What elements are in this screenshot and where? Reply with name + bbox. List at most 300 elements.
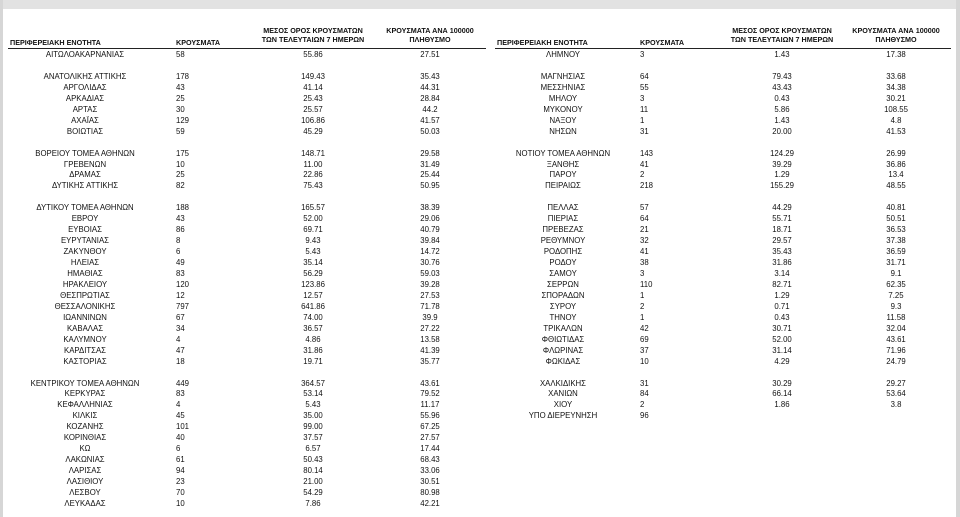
right-cell-per: 53.64 [886,389,906,399]
right-table-row [0,302,960,312]
left-cell-cases: 40 [176,433,185,443]
right-cell-region: ΜΑΓΝΗΣΙΑΣ [540,71,586,81]
right-cell-per: 71.96 [886,345,906,355]
left-cell-cases: 12 [176,290,185,300]
left-cell-region: ΘΕΣΣΑΛΟΝΙΚΗΣ [54,301,116,311]
left-cell-cases: 43 [176,82,185,92]
right-cell-cases: 2 [640,301,645,311]
left-cell-per: 59.03 [420,269,440,278]
right-cell-per: 4.8 [890,115,902,125]
left-cell-cases: 82 [176,181,185,191]
right-cell-cases: 55 [640,82,649,92]
left-header-rule [8,48,486,49]
left-cell-avg: 12.57 [303,290,323,300]
right-table-row [0,149,960,159]
right-cell-avg: 1.86 [774,400,790,410]
right-cell-avg: 30.71 [772,323,792,333]
right-cell-region: ΤΡΙΚΑΛΩΝ [543,323,583,333]
left-cell-region: ΑΡΤΑΣ [72,104,98,114]
right-cell-cases: 2 [640,400,645,410]
right-table-row [0,160,960,170]
right-header-region: ΠΕΡΙΦΕΡΕΙΑΚΗ ΕΝΟΤΗΤΑ [497,38,588,47]
right-cell-region: ΡΟΔΟΠΗΣ [543,247,583,257]
right-cell-region: ΣΕΡΡΩΝ [547,279,579,289]
right-cell-region: ΣΑΜΟΥ [549,269,577,278]
left-cell-avg: 148.71 [301,148,325,158]
left-cell-avg: 56.29 [303,269,323,278]
right-table-row [0,258,960,268]
left-table-row [0,444,960,454]
left-cell-cases: 34 [176,323,185,333]
left-cell-per: 31.49 [420,159,440,169]
right-cell-cases: 21 [640,225,649,235]
left-cell-cases: 797 [176,301,190,311]
right-cell-cases: 1 [640,290,645,300]
left-cell-cases: 86 [176,225,185,235]
left-cell-region: ΚΑΒΑΛΑΣ [66,323,104,333]
left-header-region: ΠΕΡΙΦΕΡΕΙΑΚΗ ΕΝΟΤΗΤΑ [10,38,101,47]
left-cell-avg: 5.43 [305,247,321,257]
right-header-avg [724,26,840,44]
right-cell-avg: 1.29 [774,170,790,180]
left-header-per [375,26,485,44]
left-cell-cases: 67 [176,312,185,322]
right-cell-per: 62.35 [886,279,906,289]
right-cell-per: 41.53 [886,126,906,136]
left-header-per-line2: ΠΛΗΘΥΣΜΟ [409,35,451,44]
left-cell-avg: 31.86 [303,345,323,355]
left-table-row [0,466,960,476]
left-cell-per: 30.51 [420,477,440,487]
right-cell-per: 3.8 [890,400,902,410]
left-cell-region: ΚΕΦΑΛΛΗΝΙΑΣ [57,400,113,410]
right-header-per-line2: ΠΛΗΘΥΣΜΟ [875,35,917,44]
right-cell-per: 32.04 [886,323,906,333]
right-table-row [0,181,960,191]
left-cell-avg: 35.00 [303,411,323,421]
right-cell-avg: 29.57 [772,236,792,246]
right-table-row [0,411,960,421]
right-cell-cases: 96 [640,411,649,421]
right-cell-avg: 5.86 [774,104,790,114]
right-cell-cases: 41 [640,247,649,257]
right-table-row [0,400,960,410]
left-cell-cases: 25 [176,170,185,180]
right-table-row [0,72,960,82]
left-cell-cases: 70 [176,488,185,497]
left-cell-per: 68.43 [420,455,440,465]
left-cell-avg: 165.57 [301,203,325,213]
left-cell-per: 38.39 [420,203,440,213]
left-header-cases: ΚΡΟΥΣΜΑΤΑ [176,38,221,47]
left-cell-avg: 41.14 [303,82,323,92]
right-cell-region: ΝΟΤΙΟΥ ΤΟΜΕΑ ΑΘΗΝΩΝ [515,148,611,158]
left-cell-region: ΛΕΣΒΟΥ [69,488,101,497]
left-cell-cases: 49 [176,258,185,268]
right-cell-per: 33.68 [886,71,906,81]
right-cell-cases: 41 [640,159,649,169]
right-cell-cases: 37 [640,345,649,355]
right-cell-cases: 110 [640,279,653,289]
right-cell-avg: 1.43 [774,50,790,59]
left-header-per-line1: ΚΡΟΥΣΜΑΤΑ ΑΝΑ 100000 [386,26,474,35]
left-cell-region: ΙΩΑΝΝΙΝΩΝ [63,312,107,322]
left-cell-region: ΕΥΒΟΙΑΣ [68,225,102,235]
right-table-row [0,324,960,334]
right-cell-avg: 18.71 [772,225,792,235]
left-cell-cases: 178 [176,71,190,81]
right-cell-cases: 143 [640,148,654,158]
left-cell-region: ΚΕΡΚΥΡΑΣ [64,389,106,399]
left-cell-per: 35.43 [420,71,440,81]
left-cell-per: 13.58 [420,334,440,344]
right-cell-per: 36.86 [886,159,906,169]
left-cell-per: 27.53 [420,290,440,300]
right-cell-region: ΦΘΙΩΤΙΔΑΣ [541,334,585,344]
left-cell-cases: 61 [176,455,185,465]
right-cell-cases: 42 [640,323,649,333]
right-cell-region: ΧΙΟΥ [553,400,573,410]
left-cell-region: ΛΑΣΙΘΙΟΥ [66,477,104,487]
left-header-avg [254,26,372,44]
left-cell-per: 41.39 [420,345,440,355]
right-cell-avg: 66.14 [772,389,792,399]
left-cell-cases: 18 [176,356,185,366]
left-cell-cases: 10 [176,159,185,169]
right-cell-cases: 10 [640,356,649,366]
right-cell-avg: 79.43 [772,71,792,81]
left-cell-per: 39.9 [422,312,438,322]
right-cell-region: ΡΕΘΥΜΝΟΥ [540,236,586,246]
left-cell-per: 33.06 [420,466,440,476]
left-cell-avg: 123.86 [301,279,325,289]
right-cell-cases: 11 [640,104,649,114]
left-cell-per: 30.76 [420,258,440,268]
left-cell-region: ΑΧΑΪΑΣ [71,115,99,125]
right-table-row [0,357,960,367]
left-cell-avg: 149.43 [301,71,325,81]
right-table-row [0,203,960,213]
right-table-row [0,247,960,257]
right-cell-per: 34.38 [886,82,906,92]
left-cell-region: ΑΝΑΤΟΛΙΚΗΣ ΑΤΤΙΚΗΣ [43,71,127,81]
left-cell-per: 11.17 [420,400,440,410]
left-cell-cases: 129 [176,115,190,125]
left-cell-region: ΑΡΚΑΔΙΑΣ [65,93,105,103]
right-table-row [0,225,960,235]
right-header-cases: ΚΡΟΥΣΜΑΤΑ [640,38,685,47]
left-cell-cases: 23 [176,477,185,487]
left-cell-region: ΕΒΡΟΥ [71,214,99,224]
right-cell-avg: 1.29 [774,290,790,300]
left-cell-avg: 22.86 [303,170,323,180]
left-cell-avg: 75.43 [303,181,323,191]
right-cell-per: 13.4 [888,170,904,180]
right-cell-per: 24.79 [886,356,906,366]
right-cell-per: 31.71 [886,258,906,268]
left-cell-region: ΒΟΙΩΤΙΑΣ [66,126,104,136]
left-cell-avg: 50.43 [303,455,323,465]
left-cell-avg: 7.86 [305,498,321,508]
left-cell-avg: 19.71 [303,356,323,366]
left-cell-cases: 58 [176,50,185,59]
left-cell-cases: 175 [176,148,190,158]
left-cell-avg: 74.00 [303,312,323,322]
right-cell-region: ΠΙΕΡΙΑΣ [547,214,579,224]
right-cell-avg: 155.29 [770,181,794,191]
left-table-row [0,455,960,465]
left-cell-per: 42.21 [420,498,440,508]
right-cell-avg: 39.29 [772,159,792,169]
right-cell-avg: 124.29 [770,148,794,158]
left-table-row [0,433,960,443]
right-cell-per: 43.61 [886,334,906,344]
right-cell-per: 50.51 [886,214,906,224]
left-cell-region: ΚΩ [79,444,91,454]
left-cell-region: ΗΛΕΙΑΣ [70,258,100,268]
left-cell-avg: 25.43 [303,93,323,103]
right-header-rule [495,48,951,49]
right-header-per-line1: ΚΡΟΥΣΜΑΤΑ ΑΝΑ 100000 [852,26,940,35]
left-cell-per: 44.31 [420,82,440,92]
left-cell-cases: 25 [176,93,185,103]
right-table-row [0,116,960,126]
left-cell-per: 43.61 [420,378,440,388]
left-cell-region: ΛΑΡΙΣΑΣ [68,466,102,476]
left-cell-region: ΚΙΛΚΙΣ [72,411,98,421]
left-cell-avg: 106.86 [301,115,325,125]
right-cell-avg: 0.43 [774,312,790,322]
left-cell-region: ΚΑΡΔΙΤΣΑΣ [64,345,106,355]
left-cell-per: 28.84 [420,93,440,103]
right-cell-cases: 64 [640,214,649,224]
right-cell-per: 29.27 [886,378,906,388]
left-cell-per: 67.25 [420,422,440,432]
left-cell-region: ΔΡΑΜΑΣ [69,170,101,180]
right-table-row [0,105,960,115]
left-cell-region: ΘΕΣΠΡΩΤΙΑΣ [60,290,110,300]
right-table-row [0,280,960,290]
left-cell-region: ΗΡΑΚΛΕΙΟΥ [62,279,108,289]
right-table-row [0,50,960,60]
right-table-row [0,335,960,345]
right-cell-cases: 3 [640,50,645,59]
left-cell-cases: 188 [176,203,190,213]
right-cell-region: ΜΥΚΟΝΟΥ [543,104,583,114]
left-cell-cases: 83 [176,389,185,399]
left-cell-avg: 9.43 [305,236,321,246]
right-cell-cases: 31 [640,126,649,136]
right-cell-cases: 218 [640,181,654,191]
left-table-row [0,422,960,432]
right-cell-cases: 64 [640,71,649,81]
right-table-row [0,291,960,301]
left-cell-avg: 53.14 [303,389,323,399]
right-cell-per: 9.3 [890,301,902,311]
right-cell-cases: 31 [640,378,649,388]
left-cell-region: ΕΥΡΥΤΑΝΙΑΣ [60,236,109,246]
left-cell-region: ΚΟΖΑΝΗΣ [66,422,104,432]
left-cell-per: 50.03 [420,126,440,136]
right-cell-region: ΣΥΡΟΥ [549,301,577,311]
right-cell-avg: 44.29 [772,203,792,213]
left-cell-avg: 45.29 [303,126,323,136]
left-table-row [0,499,960,509]
left-cell-avg: 641.86 [301,301,325,311]
right-cell-per: 11.58 [886,312,906,322]
right-cell-avg: 43.43 [772,82,792,92]
left-cell-per: 27.51 [420,50,440,59]
left-cell-per: 27.22 [420,323,440,333]
left-cell-per: 27.57 [420,433,440,443]
right-cell-region: ΥΠΟ ΔΙΕΡΕΥΝΗΣΗ [528,411,598,421]
right-cell-avg: 0.43 [774,93,790,103]
left-cell-region: ΑΙΤΩΛΟΑΚΑΡΝΑΝΙΑΣ [45,50,125,59]
left-cell-avg: 4.86 [305,334,321,344]
left-cell-cases: 120 [176,279,190,289]
left-header-avg-line1: ΜΕΣΟΣ ΟΡΟΣ ΚΡΟΥΣΜΑΤΩΝ [263,26,363,35]
left-cell-avg: 11.00 [303,159,323,169]
left-cell-avg: 36.57 [303,323,323,333]
right-cell-region: ΣΠΟΡΑΔΩΝ [541,290,585,300]
right-cell-per: 30.21 [886,93,906,103]
right-cell-cases: 3 [640,269,645,278]
left-cell-cases: 47 [176,345,185,355]
left-cell-cases: 6 [176,247,181,257]
left-cell-per: 44.2 [422,104,438,114]
left-cell-per: 39.28 [420,279,440,289]
left-cell-per: 14.72 [420,247,440,257]
left-cell-per: 71.78 [420,301,440,311]
right-table-row [0,94,960,104]
left-cell-cases: 30 [176,104,185,114]
right-table-row [0,313,960,323]
left-cell-region: ΚΑΛΥΜΝΟΥ [63,334,107,344]
left-cell-region: ΗΜΑΘΙΑΣ [67,269,103,278]
right-cell-avg: 0.71 [774,301,790,311]
right-cell-avg: 31.14 [772,345,792,355]
right-header-avg-line2: ΤΩΝ ΤΕΛΕΥΤΑΙΩΝ 7 ΗΜΕΡΩΝ [730,35,834,44]
left-cell-per: 80.98 [420,488,440,497]
right-table-row [0,379,960,389]
right-cell-per: 7.25 [888,290,904,300]
right-cell-region: ΧΑΝΙΩΝ [548,389,578,399]
right-cell-avg: 20.00 [772,126,792,136]
left-cell-avg: 364.57 [301,378,325,388]
left-cell-region: ΑΡΓΟΛΙΔΑΣ [63,82,107,92]
left-cell-per: 29.06 [420,214,440,224]
left-cell-avg: 55.86 [303,50,323,59]
right-cell-per: 48.55 [886,181,906,191]
left-cell-avg: 35.14 [303,258,323,268]
right-table-row [0,127,960,137]
left-cell-avg: 69.71 [303,225,323,235]
left-cell-region: ΛΕΥΚΑΔΑΣ [64,498,106,508]
right-cell-region: ΜΗΛΟΥ [548,93,578,103]
left-cell-per: 55.96 [420,411,440,421]
left-cell-cases: 83 [176,269,185,278]
left-cell-cases: 94 [176,466,185,476]
left-cell-region: ΒΟΡΕΙΟΥ ΤΟΜΕΑ ΑΘΗΝΩΝ [35,148,135,158]
left-cell-cases: 8 [176,236,181,246]
left-cell-per: 41.57 [420,115,440,125]
document-top-edge [0,0,960,9]
right-cell-region: ΛΗΜΝΟΥ [546,50,580,59]
right-cell-avg: 30.29 [772,378,792,388]
right-table-row [0,236,960,246]
right-cell-region: ΠΕΙΡΑΙΩΣ [545,181,581,191]
right-cell-per: 108.55 [884,104,908,114]
right-cell-avg: 82.71 [772,279,792,289]
right-cell-region: ΡΟΔΟΥ [549,258,577,268]
right-cell-region: ΧΑΛΚΙΔΙΚΗΣ [539,378,586,388]
left-cell-cases: 4 [176,400,181,410]
left-cell-cases: 10 [176,498,185,508]
right-cell-region: ΦΩΚΙΔΑΣ [545,356,581,366]
right-cell-region: ΝΗΣΩΝ [549,126,577,136]
right-cell-per: 40.81 [886,203,906,213]
left-cell-region: ΖΑΚΥΝΘΟΥ [63,247,107,257]
left-cell-cases: 45 [176,411,185,421]
right-cell-region: ΜΕΣΣΗΝΙΑΣ [540,82,586,92]
left-cell-avg: 21.00 [303,477,323,487]
left-cell-region: ΔΥΤΙΚΗΣ ΑΤΤΙΚΗΣ [51,181,119,191]
left-cell-avg: 6.57 [305,444,321,454]
right-table-row [0,269,960,279]
right-header-avg-line1: ΜΕΣΟΣ ΟΡΟΣ ΚΡΟΥΣΜΑΤΩΝ [732,26,832,35]
left-cell-avg: 37.57 [303,433,323,443]
left-cell-per: 39.84 [420,236,440,246]
left-cell-region: ΚΑΣΤΟΡΙΑΣ [63,356,107,366]
left-table-row [0,477,960,487]
right-cell-per: 26.99 [886,148,906,158]
left-cell-per: 40.79 [420,225,440,235]
left-header-avg-line2: ΤΩΝ ΤΕΛΕΥΤΑΙΩΝ 7 ΗΜΕΡΩΝ [261,35,365,44]
left-cell-per: 35.77 [420,356,440,366]
right-cell-avg: 35.43 [772,247,792,257]
right-table-row [0,83,960,93]
right-cell-cases: 84 [640,389,649,399]
right-cell-per: 36.53 [886,225,906,235]
right-cell-region: ΠΡΕΒΕΖΑΣ [542,225,584,235]
right-cell-region: ΦΛΩΡΙΝΑΣ [542,345,584,355]
right-cell-cases: 57 [640,203,649,213]
right-cell-cases: 1 [640,312,645,322]
right-table-row [0,346,960,356]
left-cell-avg: 52.00 [303,214,323,224]
left-cell-cases: 6 [176,444,181,454]
right-cell-region: ΝΑΞΟΥ [549,115,577,125]
left-cell-cases: 4 [176,334,181,344]
left-cell-per: 25.44 [420,170,440,180]
right-cell-region: ΠΕΛΛΑΣ [547,203,579,213]
left-cell-per: 50.95 [420,181,440,191]
left-cell-region: ΓΡΕΒΕΝΩΝ [63,159,107,169]
right-cell-cases: 3 [640,93,645,103]
right-cell-avg: 31.86 [772,258,792,268]
right-cell-region: ΠΑΡΟΥ [549,170,577,180]
left-cell-region: ΚΟΡΙΝΘΙΑΣ [63,433,107,443]
right-cell-cases: 2 [640,170,645,180]
left-cell-cases: 101 [176,422,190,432]
right-cell-per: 9.1 [890,269,902,278]
left-cell-per: 17.44 [420,444,440,454]
left-table-row [0,488,960,498]
left-cell-region: ΛΑΚΩΝΙΑΣ [65,455,105,465]
right-cell-avg: 4.29 [774,356,790,366]
right-table-row [0,170,960,180]
right-cell-avg: 52.00 [772,334,792,344]
